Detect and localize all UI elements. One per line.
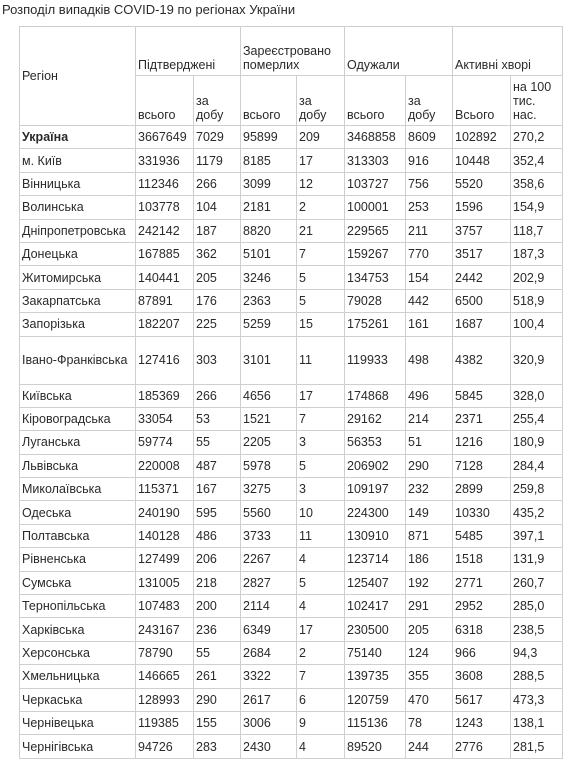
cell-active-total: 6318	[453, 618, 511, 641]
cell-deaths-day: 2	[297, 641, 345, 664]
cell-deaths-total: 6349	[241, 618, 297, 641]
cell-confirmed-total: 119385	[136, 711, 194, 734]
cell-confirmed-day: 236	[194, 618, 241, 641]
header-deaths-day: за добу	[297, 76, 345, 126]
cell-deaths-total: 3275	[241, 478, 297, 501]
cell-recovered-total: 313303	[345, 149, 406, 172]
table-row	[20, 595, 563, 618]
header-recovered-day: за добу	[406, 76, 453, 126]
cell-active-per-100k: 180,9	[511, 431, 563, 454]
cell-recovered-total: 130910	[345, 524, 406, 547]
cell-recovered-total: 100001	[345, 196, 406, 219]
cell-recovered-day: 756	[406, 172, 453, 195]
header-active: Активні хворі	[453, 27, 563, 76]
cell-active-per-100k: 320,9	[511, 336, 563, 384]
cell-active-total: 1687	[453, 313, 511, 336]
cell-active-total: 10330	[453, 501, 511, 524]
table-row	[20, 548, 563, 571]
cell-recovered-day: 916	[406, 149, 453, 172]
cell-confirmed-total: 131005	[136, 571, 194, 594]
cell-deaths-day: 3	[297, 478, 345, 501]
cell-recovered-day: 291	[406, 595, 453, 618]
cell-active-total: 2442	[453, 266, 511, 289]
cell-recovered-total: 125407	[345, 571, 406, 594]
cell-confirmed-total: 240190	[136, 501, 194, 524]
cell-confirmed-total: 78790	[136, 641, 194, 664]
covid-regions-table	[19, 26, 563, 759]
cell-recovered-day: 214	[406, 407, 453, 430]
header-recovered-total: всього	[345, 76, 406, 126]
cell-recovered-day: 498	[406, 336, 453, 384]
cell-confirmed-day: 200	[194, 595, 241, 618]
cell-recovered-total: 224300	[345, 501, 406, 524]
header-row-groups	[20, 27, 563, 76]
cell-region: Луганська	[20, 431, 136, 454]
cell-deaths-day: 4	[297, 595, 345, 618]
cell-confirmed-day: 53	[194, 407, 241, 430]
cell-deaths-total: 5101	[241, 242, 297, 265]
cell-recovered-total: 89520	[345, 735, 406, 758]
table-row	[20, 336, 563, 384]
cell-region: Чернігівська	[20, 735, 136, 758]
cell-recovered-total: 229565	[345, 219, 406, 242]
cell-deaths-total: 3006	[241, 711, 297, 734]
cell-active-total: 4382	[453, 336, 511, 384]
page-title: Розподіл випадків COVID-19 по регіонах України	[2, 2, 296, 17]
cell-confirmed-total: 33054	[136, 407, 194, 430]
cell-recovered-day: 232	[406, 478, 453, 501]
cell-confirmed-total: 140441	[136, 266, 194, 289]
cell-region: Херсонська	[20, 641, 136, 664]
cell-confirmed-day: 167	[194, 478, 241, 501]
table-row	[20, 172, 563, 195]
cell-confirmed-day: 303	[194, 336, 241, 384]
cell-region: Івано-Франківська	[20, 336, 136, 384]
cell-region: Донецька	[20, 242, 136, 265]
cell-region: Львівська	[20, 454, 136, 477]
cell-confirmed-day: 486	[194, 524, 241, 547]
table-row	[20, 501, 563, 524]
header-region: Регіон	[20, 27, 136, 126]
cell-deaths-total: 5259	[241, 313, 297, 336]
cell-region: Чернівецька	[20, 711, 136, 734]
cell-region: Київська	[20, 384, 136, 407]
cell-region: Дніпропетровська	[20, 219, 136, 242]
cell-recovered-total: 159267	[345, 242, 406, 265]
cell-deaths-total: 2114	[241, 595, 297, 618]
cell-confirmed-total: 127416	[136, 336, 194, 384]
cell-recovered-day: 355	[406, 665, 453, 688]
cell-confirmed-total: 182207	[136, 313, 194, 336]
cell-confirmed-day: 176	[194, 289, 241, 312]
cell-confirmed-total: 94726	[136, 735, 194, 758]
cell-deaths-day: 5	[297, 454, 345, 477]
cell-recovered-total: 3468858	[345, 126, 406, 149]
cell-confirmed-day: 55	[194, 641, 241, 664]
cell-confirmed-day: 487	[194, 454, 241, 477]
cell-active-per-100k: 270,2	[511, 126, 563, 149]
cell-deaths-total: 2267	[241, 548, 297, 571]
cell-recovered-total: 230500	[345, 618, 406, 641]
table-row	[20, 219, 563, 242]
table-row	[20, 478, 563, 501]
table-row	[20, 454, 563, 477]
cell-recovered-day: 78	[406, 711, 453, 734]
cell-region: Тернопільська	[20, 595, 136, 618]
cell-recovered-total: 79028	[345, 289, 406, 312]
cell-confirmed-total: 3667649	[136, 126, 194, 149]
cell-confirmed-total: 127499	[136, 548, 194, 571]
cell-confirmed-day: 261	[194, 665, 241, 688]
cell-confirmed-day: 225	[194, 313, 241, 336]
cell-recovered-total: 120759	[345, 688, 406, 711]
header-active-per-100k: на 100 тис. нас.	[511, 76, 563, 126]
cell-active-total: 2371	[453, 407, 511, 430]
cell-recovered-total: 102417	[345, 595, 406, 618]
cell-active-per-100k: 154,9	[511, 196, 563, 219]
cell-deaths-day: 4	[297, 735, 345, 758]
cell-active-total: 1216	[453, 431, 511, 454]
table-row	[20, 149, 563, 172]
cell-recovered-day: 442	[406, 289, 453, 312]
table-row	[20, 407, 563, 430]
cell-deaths-total: 2617	[241, 688, 297, 711]
cell-deaths-day: 2	[297, 196, 345, 219]
cell-region: Рівненська	[20, 548, 136, 571]
cell-confirmed-total: 242142	[136, 219, 194, 242]
cell-recovered-total: 139735	[345, 665, 406, 688]
cell-active-per-100k: 358,6	[511, 172, 563, 195]
cell-region: Хмельницька	[20, 665, 136, 688]
cell-active-per-100k: 284,4	[511, 454, 563, 477]
cell-confirmed-day: 1179	[194, 149, 241, 172]
header-confirmed: Підтверджені	[136, 27, 241, 76]
cell-active-per-100k: 288,5	[511, 665, 563, 688]
cell-active-total: 5845	[453, 384, 511, 407]
cell-deaths-day: 5	[297, 289, 345, 312]
cell-active-total: 6500	[453, 289, 511, 312]
cell-deaths-total: 3733	[241, 524, 297, 547]
table-row	[20, 571, 563, 594]
table-row	[20, 289, 563, 312]
table-row	[20, 641, 563, 664]
cell-region: Одеська	[20, 501, 136, 524]
cell-active-per-100k: 187,3	[511, 242, 563, 265]
table-row	[20, 524, 563, 547]
cell-recovered-day: 244	[406, 735, 453, 758]
cell-confirmed-day: 155	[194, 711, 241, 734]
cell-confirmed-day: 283	[194, 735, 241, 758]
cell-active-per-100k: 328,0	[511, 384, 563, 407]
table-row	[20, 665, 563, 688]
cell-active-total: 5617	[453, 688, 511, 711]
cell-deaths-day: 7	[297, 407, 345, 430]
cell-confirmed-day: 266	[194, 384, 241, 407]
cell-recovered-day: 470	[406, 688, 453, 711]
cell-confirmed-day: 362	[194, 242, 241, 265]
cell-deaths-total: 2430	[241, 735, 297, 758]
cell-deaths-day: 5	[297, 266, 345, 289]
table-body	[20, 126, 563, 759]
cell-confirmed-day: 205	[194, 266, 241, 289]
cell-confirmed-day: 218	[194, 571, 241, 594]
cell-deaths-day: 17	[297, 149, 345, 172]
cell-deaths-total: 2205	[241, 431, 297, 454]
cell-recovered-day: 871	[406, 524, 453, 547]
table-row	[20, 618, 563, 641]
cell-deaths-day: 11	[297, 336, 345, 384]
cell-active-per-100k: 397,1	[511, 524, 563, 547]
header-confirmed-day: за добу	[194, 76, 241, 126]
cell-active-per-100k: 131,9	[511, 548, 563, 571]
cell-active-total: 2776	[453, 735, 511, 758]
cell-deaths-day: 10	[297, 501, 345, 524]
cell-region: Україна	[20, 126, 136, 149]
cell-recovered-day: 205	[406, 618, 453, 641]
table-row	[20, 313, 563, 336]
cell-confirmed-day: 104	[194, 196, 241, 219]
cell-active-total: 1243	[453, 711, 511, 734]
cell-active-per-100k: 435,2	[511, 501, 563, 524]
cell-recovered-day: 192	[406, 571, 453, 594]
cell-deaths-total: 5560	[241, 501, 297, 524]
cell-deaths-total: 4656	[241, 384, 297, 407]
cell-deaths-total: 95899	[241, 126, 297, 149]
cell-deaths-day: 209	[297, 126, 345, 149]
cell-deaths-total: 3246	[241, 266, 297, 289]
cell-confirmed-total: 87891	[136, 289, 194, 312]
cell-recovered-day: 51	[406, 431, 453, 454]
cell-deaths-day: 17	[297, 618, 345, 641]
table-row	[20, 735, 563, 758]
cell-recovered-total: 115136	[345, 711, 406, 734]
cell-region: Черкаська	[20, 688, 136, 711]
cell-confirmed-day: 290	[194, 688, 241, 711]
cell-active-per-100k: 118,7	[511, 219, 563, 242]
cell-active-per-100k: 285,0	[511, 595, 563, 618]
cell-region: Волинська	[20, 196, 136, 219]
cell-deaths-day: 5	[297, 571, 345, 594]
cell-active-total: 2952	[453, 595, 511, 618]
cell-deaths-day: 12	[297, 172, 345, 195]
cell-recovered-total: 134753	[345, 266, 406, 289]
cell-active-per-100k: 473,3	[511, 688, 563, 711]
cell-region: Кіровоградська	[20, 407, 136, 430]
cell-confirmed-total: 220008	[136, 454, 194, 477]
cell-region: Полтавська	[20, 524, 136, 547]
cell-region: Закарпатська	[20, 289, 136, 312]
cell-confirmed-total: 167885	[136, 242, 194, 265]
cell-recovered-day: 211	[406, 219, 453, 242]
cell-confirmed-total: 107483	[136, 595, 194, 618]
cell-confirmed-total: 185369	[136, 384, 194, 407]
cell-confirmed-total: 243167	[136, 618, 194, 641]
cell-active-total: 7128	[453, 454, 511, 477]
cell-confirmed-total: 140128	[136, 524, 194, 547]
cell-recovered-day: 124	[406, 641, 453, 664]
cell-active-total: 2899	[453, 478, 511, 501]
header-active-total: Всього	[453, 76, 511, 126]
header-deaths-total: всього	[241, 76, 297, 126]
cell-active-total: 3757	[453, 219, 511, 242]
cell-deaths-total: 2684	[241, 641, 297, 664]
cell-confirmed-total: 331936	[136, 149, 194, 172]
cell-region: Вінницька	[20, 172, 136, 195]
cell-deaths-total: 3322	[241, 665, 297, 688]
table-row	[20, 126, 563, 149]
cell-deaths-total: 2181	[241, 196, 297, 219]
cell-active-total: 5520	[453, 172, 511, 195]
cell-active-total: 1596	[453, 196, 511, 219]
cell-active-per-100k: 255,4	[511, 407, 563, 430]
cell-deaths-total: 1521	[241, 407, 297, 430]
cell-recovered-day: 770	[406, 242, 453, 265]
cell-region: м. Київ	[20, 149, 136, 172]
cell-active-per-100k: 138,1	[511, 711, 563, 734]
cell-deaths-day: 11	[297, 524, 345, 547]
table-row	[20, 196, 563, 219]
table-row	[20, 266, 563, 289]
cell-recovered-day: 8609	[406, 126, 453, 149]
table-row	[20, 431, 563, 454]
cell-deaths-total: 5978	[241, 454, 297, 477]
cell-active-per-100k: 281,5	[511, 735, 563, 758]
table-row	[20, 242, 563, 265]
header-recovered: Одужали	[345, 27, 453, 76]
cell-confirmed-total: 59774	[136, 431, 194, 454]
cell-active-per-100k: 100,4	[511, 313, 563, 336]
table-row	[20, 384, 563, 407]
cell-deaths-day: 7	[297, 242, 345, 265]
cell-confirmed-day: 7029	[194, 126, 241, 149]
cell-recovered-total: 75140	[345, 641, 406, 664]
cell-region: Харківська	[20, 618, 136, 641]
cell-deaths-day: 21	[297, 219, 345, 242]
cell-recovered-day: 290	[406, 454, 453, 477]
cell-deaths-total: 2363	[241, 289, 297, 312]
cell-confirmed-total: 115371	[136, 478, 194, 501]
cell-active-total: 5485	[453, 524, 511, 547]
table-row	[20, 688, 563, 711]
cell-recovered-total: 109197	[345, 478, 406, 501]
cell-active-total: 3517	[453, 242, 511, 265]
table-row	[20, 711, 563, 734]
cell-deaths-day: 7	[297, 665, 345, 688]
cell-recovered-total: 123714	[345, 548, 406, 571]
cell-confirmed-day: 55	[194, 431, 241, 454]
cell-confirmed-total: 103778	[136, 196, 194, 219]
cell-active-total: 3608	[453, 665, 511, 688]
cell-active-total: 102892	[453, 126, 511, 149]
cell-confirmed-total: 146665	[136, 665, 194, 688]
cell-recovered-day: 161	[406, 313, 453, 336]
cell-recovered-total: 29162	[345, 407, 406, 430]
cell-recovered-total: 174868	[345, 384, 406, 407]
cell-deaths-day: 17	[297, 384, 345, 407]
header-confirmed-total: всього	[136, 76, 194, 126]
cell-deaths-day: 15	[297, 313, 345, 336]
cell-region: Житомирська	[20, 266, 136, 289]
cell-confirmed-day: 206	[194, 548, 241, 571]
cell-active-per-100k: 260,7	[511, 571, 563, 594]
cell-recovered-total: 206902	[345, 454, 406, 477]
cell-confirmed-total: 112346	[136, 172, 194, 195]
cell-deaths-day: 3	[297, 431, 345, 454]
cell-recovered-day: 253	[406, 196, 453, 219]
cell-deaths-total: 3099	[241, 172, 297, 195]
cell-active-total: 2771	[453, 571, 511, 594]
cell-recovered-total: 56353	[345, 431, 406, 454]
cell-recovered-day: 149	[406, 501, 453, 524]
cell-recovered-day: 186	[406, 548, 453, 571]
cell-confirmed-day: 595	[194, 501, 241, 524]
cell-confirmed-total: 128993	[136, 688, 194, 711]
cell-recovered-day: 154	[406, 266, 453, 289]
cell-active-total: 10448	[453, 149, 511, 172]
cell-active-per-100k: 352,4	[511, 149, 563, 172]
cell-recovered-day: 496	[406, 384, 453, 407]
cell-deaths-total: 8185	[241, 149, 297, 172]
cell-deaths-total: 2827	[241, 571, 297, 594]
cell-deaths-day: 4	[297, 548, 345, 571]
cell-active-per-100k: 238,5	[511, 618, 563, 641]
cell-region: Запорізька	[20, 313, 136, 336]
cell-confirmed-day: 266	[194, 172, 241, 195]
cell-active-per-100k: 259,8	[511, 478, 563, 501]
cell-deaths-total: 8820	[241, 219, 297, 242]
cell-deaths-day: 6	[297, 688, 345, 711]
cell-recovered-total: 103727	[345, 172, 406, 195]
header-deaths: Зареєстровано померлих	[241, 27, 345, 76]
cell-region: Сумська	[20, 571, 136, 594]
cell-active-total: 1518	[453, 548, 511, 571]
cell-confirmed-day: 187	[194, 219, 241, 242]
cell-region: Миколаївська	[20, 478, 136, 501]
cell-deaths-day: 9	[297, 711, 345, 734]
cell-active-per-100k: 518,9	[511, 289, 563, 312]
cell-recovered-total: 175261	[345, 313, 406, 336]
cell-active-per-100k: 94,3	[511, 641, 563, 664]
cell-recovered-total: 119933	[345, 336, 406, 384]
cell-deaths-total: 3101	[241, 336, 297, 384]
cell-active-total: 966	[453, 641, 511, 664]
cell-active-per-100k: 202,9	[511, 266, 563, 289]
